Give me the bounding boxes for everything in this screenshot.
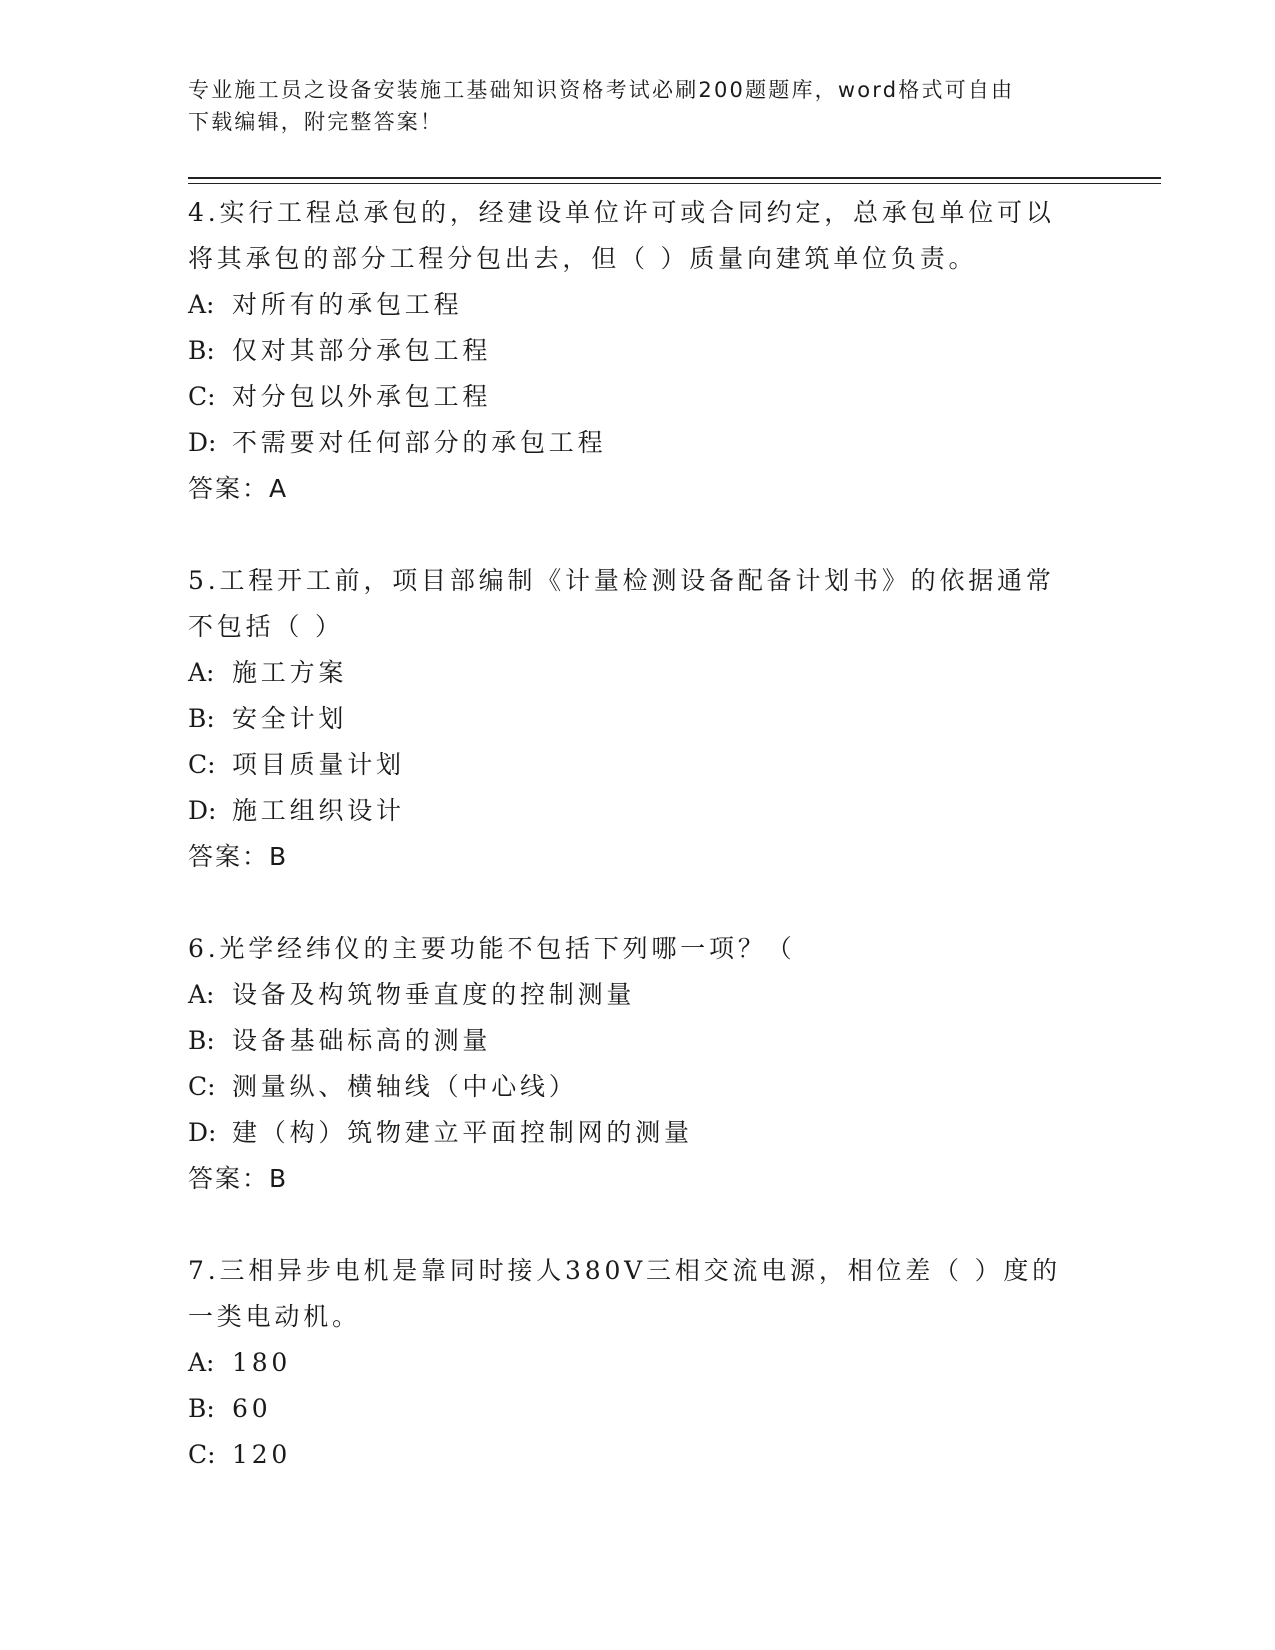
- option-key: B:: [188, 336, 215, 365]
- header-line-2: 下载编辑，附完整答案！: [188, 110, 444, 134]
- option-text: 建（构）筑物建立平面控制网的测量: [232, 1118, 693, 1147]
- option-text: 不需要对任何部分的承包工程: [232, 428, 607, 457]
- option-text: 施工组织设计: [232, 796, 405, 825]
- option-key: B:: [188, 704, 215, 733]
- option-a: [188, 1340, 1068, 1386]
- question-number: 6.: [188, 934, 220, 963]
- option-b: [188, 328, 1068, 374]
- option-text: 测量纵、横轴线（中心线）: [232, 1072, 578, 1101]
- option-key: C:: [188, 750, 216, 779]
- option-d: [188, 788, 1068, 834]
- question-number: 7.: [188, 1256, 220, 1285]
- option-a: [188, 282, 1068, 328]
- question-number: 5.: [188, 566, 220, 595]
- question-text: [188, 190, 1068, 282]
- question-text: [188, 558, 1068, 650]
- question-body: 光学经纬仪的主要功能不包括下列哪一项？（: [219, 934, 796, 963]
- option-c: [188, 1064, 1068, 1110]
- option-text: 安全计划: [232, 704, 348, 733]
- option-a: [188, 972, 1068, 1018]
- option-key: D:: [188, 796, 217, 825]
- option-c: [188, 374, 1068, 420]
- option-text: 项目质量计划: [232, 750, 405, 779]
- answer-line: 答案：A: [188, 474, 289, 503]
- question-text: [188, 1248, 1068, 1340]
- option-c: [188, 1432, 1068, 1478]
- document-header: [188, 74, 1068, 138]
- option-key: A:: [188, 290, 215, 319]
- question-number: 4.: [188, 198, 220, 227]
- header-divider-thin: [188, 183, 1161, 184]
- option-text: 对分包以外承包工程: [232, 382, 492, 411]
- option-text: 仅对其部分承包工程: [232, 336, 492, 365]
- option-key: A:: [188, 1348, 215, 1377]
- option-d: [188, 1110, 1068, 1156]
- option-key: D:: [188, 428, 217, 457]
- option-text: 施工方案: [232, 658, 348, 687]
- option-key: B:: [188, 1026, 215, 1055]
- option-text: 设备及构筑物垂直度的控制测量: [232, 980, 636, 1009]
- question-body: 实行工程总承包的，经建设单位许可或合同约定，总承包单位可以将其承包的部分工程分包出去，但（ ）质量向建筑单位负责。: [188, 198, 1055, 273]
- header-line-1: 专业施工员之设备安装施工基础知识资格考试必刷200题题库，word格式可自由: [188, 78, 1015, 102]
- option-c: [188, 742, 1068, 788]
- option-b: [188, 1018, 1068, 1064]
- option-key: B:: [188, 1394, 215, 1423]
- option-a: [188, 650, 1068, 696]
- option-key: A:: [188, 658, 215, 687]
- option-key: C:: [188, 382, 216, 411]
- answer-line: 答案：B: [188, 842, 289, 871]
- answer-line: 答案：B: [188, 1164, 289, 1193]
- option-key: C:: [188, 1440, 216, 1469]
- question-7: [188, 1248, 1068, 1478]
- question-4: [188, 190, 1068, 512]
- option-text: 设备基础标高的测量: [232, 1026, 492, 1055]
- option-key: D:: [188, 1118, 217, 1147]
- option-text: 对所有的承包工程: [232, 290, 463, 319]
- header-divider-thick: [188, 177, 1161, 179]
- option-text: 180: [232, 1348, 292, 1377]
- option-key: A:: [188, 980, 215, 1009]
- option-b: [188, 1386, 1068, 1432]
- option-key: C:: [188, 1072, 216, 1101]
- option-text: 60: [232, 1394, 272, 1423]
- question-6: [188, 926, 1068, 1202]
- question-text: [188, 926, 1068, 972]
- question-body: 工程开工前，项目部编制《计量检测设备配备计划书》的依据通常不包括（ ）: [188, 566, 1055, 641]
- option-d: [188, 420, 1068, 466]
- option-b: [188, 696, 1068, 742]
- option-text: 120: [232, 1440, 292, 1469]
- question-body: 三相异步电机是靠同时接人380V三相交流电源，相位差（ ）度的一类电动机。: [188, 1256, 1061, 1331]
- question-list: [188, 190, 1068, 1524]
- question-5: [188, 558, 1068, 880]
